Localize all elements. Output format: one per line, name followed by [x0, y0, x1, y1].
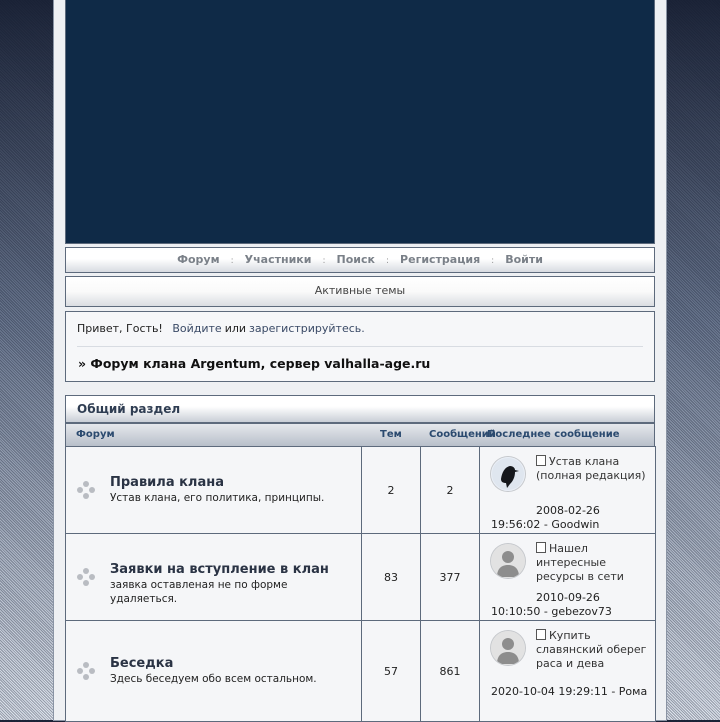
- last-post-meta: [491, 591, 651, 619]
- forum-title[interactable]: Заявки на вступление в клан: [110, 562, 329, 577]
- login-link[interactable]: Войдите: [172, 322, 222, 335]
- forum-status-icon: [77, 662, 95, 680]
- document-icon: [536, 629, 546, 640]
- register-link[interactable]: зарегистрируйтесь.: [249, 322, 365, 335]
- table-row: [66, 621, 656, 722]
- last-post-title[interactable]: Купить славянский оберег раса и дева: [536, 629, 647, 670]
- nav-search-link[interactable]: Поиск: [336, 253, 375, 266]
- forum-cell: [66, 621, 362, 722]
- nav-members-link[interactable]: Участники: [244, 253, 312, 266]
- forum-cell: [66, 534, 362, 621]
- nav-separator: :: [491, 256, 495, 266]
- forum-cell: [66, 447, 362, 534]
- guest-greeting: [77, 322, 365, 335]
- last-post-meta: [491, 504, 651, 532]
- forum-banner: [65, 0, 655, 244]
- nav-separator: :: [322, 256, 326, 266]
- table-row: [66, 534, 656, 621]
- topics-count: 83: [362, 534, 421, 621]
- active-topics-link[interactable]: Активные темы: [65, 276, 655, 307]
- last-post-cell: [480, 534, 656, 621]
- posts-count: 377: [421, 534, 480, 621]
- forum-table: [65, 446, 656, 722]
- greeting-text: Привет, Гость!: [77, 322, 163, 335]
- nav-login-link[interactable]: Войти: [505, 253, 543, 266]
- column-posts: Сообщений: [429, 429, 496, 440]
- last-post-link[interactable]: [536, 455, 648, 483]
- column-topics: Тем: [380, 429, 402, 440]
- main-navigation: [65, 247, 655, 273]
- forum-status-icon: [77, 568, 95, 586]
- welcome-box: [65, 311, 655, 382]
- last-post-date-time-author: 2020-10-04 19:29:11 - Рома: [491, 685, 648, 698]
- column-forum: Форум: [76, 429, 115, 440]
- last-post-title[interactable]: Устав клана (полная редакция): [536, 455, 646, 482]
- nav-separator: :: [230, 256, 234, 266]
- posts-count: 861: [421, 621, 480, 722]
- document-icon: [536, 542, 546, 553]
- category-title[interactable]: Общий раздел: [77, 402, 181, 416]
- forum-description: Устав клана, его политика, принципы.: [110, 492, 325, 504]
- raven-avatar-icon[interactable]: [491, 457, 525, 491]
- last-post-title[interactable]: Нашел интересные ресурсы в сети: [536, 542, 624, 583]
- divider: [77, 346, 643, 347]
- page-wrapper: [54, 0, 666, 720]
- topics-count: 57: [362, 621, 421, 722]
- last-post-cell: [480, 447, 656, 534]
- column-headers: [65, 423, 655, 447]
- last-post-time-author: 19:56:02 - Goodwin: [491, 518, 600, 531]
- forum-title[interactable]: Беседка: [110, 656, 174, 671]
- forum-description: заявка оставленая не по форме удаляеться.: [110, 579, 288, 605]
- nav-separator: :: [386, 256, 390, 266]
- nav-forum-link[interactable]: Форум: [177, 253, 220, 266]
- posts-count: 2: [421, 447, 480, 534]
- column-last-post: Последнее сообщение: [487, 429, 620, 440]
- topics-count: 2: [362, 447, 421, 534]
- last-post-link[interactable]: [536, 542, 648, 584]
- last-post-link[interactable]: [536, 629, 648, 671]
- default-user-avatar-icon[interactable]: [491, 631, 525, 665]
- forum-status-icon: [77, 481, 95, 499]
- category-header: [65, 395, 655, 423]
- nav-register-link[interactable]: Регистрация: [400, 253, 481, 266]
- table-row: [66, 447, 656, 534]
- breadcrumb[interactable]: » Форум клана Argentum, сервер valhalla-age.ru: [78, 356, 431, 371]
- last-post-time-author: 10:10:50 - gebezov73: [491, 605, 612, 618]
- last-post-date: 2008-02-26: [536, 504, 600, 517]
- last-post-meta: [491, 685, 651, 699]
- greeting-or-text: или: [224, 322, 247, 335]
- forum-title[interactable]: Правила клана: [110, 475, 224, 490]
- document-icon: [536, 455, 546, 466]
- forum-description: Здесь беседуем обо всем остальном.: [110, 673, 317, 685]
- last-post-cell: [480, 621, 656, 722]
- default-user-avatar-icon[interactable]: [491, 544, 525, 578]
- last-post-date: 2010-09-26: [536, 591, 600, 604]
